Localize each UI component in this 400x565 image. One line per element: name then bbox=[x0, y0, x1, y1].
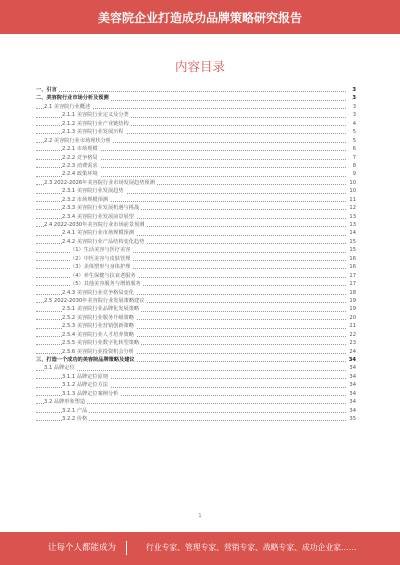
toc-entry-page: 34 bbox=[347, 381, 356, 389]
toc-entry-page: 11 bbox=[347, 196, 356, 204]
toc-entry-label: 2.4.2 美容院行业产品结构变化趋势 bbox=[62, 238, 145, 245]
toc-entry-label: 2.5.6 美容院行业投资机会分析 bbox=[62, 348, 134, 355]
toc-entry[interactable] bbox=[36, 111, 356, 119]
toc-entry[interactable] bbox=[36, 255, 356, 263]
toc-entry-label: 2.2.4 政策环境 bbox=[62, 171, 98, 178]
toc-entry-page: 15 bbox=[347, 238, 356, 246]
toc-entry[interactable] bbox=[36, 187, 356, 195]
toc-entry[interactable] bbox=[36, 103, 356, 111]
footer-divider bbox=[126, 541, 127, 555]
toc-entry-label: 2.3.3 美容院行业发展机遇与挑战 bbox=[62, 205, 140, 212]
toc-entry-page: 20 bbox=[347, 314, 356, 322]
toc-entry-page: 10 bbox=[347, 179, 356, 187]
toc-entry-page: 13 bbox=[347, 213, 356, 221]
toc-entry-page: 21 bbox=[347, 322, 356, 330]
toc-entry[interactable] bbox=[36, 94, 356, 102]
toc-entry[interactable] bbox=[36, 322, 356, 330]
toc-entry[interactable] bbox=[36, 145, 356, 153]
toc-entry-page: 16 bbox=[347, 255, 356, 263]
toc-entry-label: （2）中医美容与皮肤管理 bbox=[70, 255, 131, 262]
toc-entry-label: 2.1.1 美容院行业定义及分类 bbox=[62, 112, 129, 119]
toc-entry-page: 34 bbox=[347, 373, 356, 381]
toc-entry-page: 5 bbox=[347, 137, 356, 145]
toc-entry-page: 19 bbox=[347, 297, 356, 305]
toc-entry-page: 3 bbox=[347, 94, 356, 102]
toc-entry-page: 34 bbox=[347, 407, 356, 415]
footer-tagline: 行业专家、管理专家、营销专家、战略专家、成功企业家…… bbox=[146, 543, 357, 552]
toc-entry-label: 三、打造一个成功的美容院品牌策略及建议 bbox=[36, 357, 135, 363]
toc-entry[interactable] bbox=[36, 162, 356, 170]
toc-entry-page: 35 bbox=[347, 415, 356, 423]
toc-entry[interactable] bbox=[36, 331, 356, 339]
toc-entry[interactable] bbox=[36, 348, 356, 356]
toc-entry-label: 2.2 美容院行业市场现状分析 bbox=[44, 137, 111, 144]
toc-entry-label: 2.5.5 美容院行业数字化转型策略 bbox=[62, 340, 140, 347]
toc-entry[interactable] bbox=[36, 238, 356, 246]
toc-entry-page: 10 bbox=[347, 187, 356, 195]
toc-entry[interactable] bbox=[36, 128, 356, 136]
toc-entry-label: 2.3 2022-2026年美容院行业市场发展趋势预测 bbox=[44, 179, 155, 186]
toc-entry-label: 2.4.3 美容院行业竞争格局变化 bbox=[62, 289, 134, 296]
toc-entry-page: 3 bbox=[347, 111, 356, 119]
toc-entry[interactable] bbox=[36, 170, 356, 178]
toc-entry-label: 2.4.1 美容院行业市场规模预测 bbox=[62, 230, 134, 237]
toc-entry-page: 34 bbox=[347, 398, 356, 406]
toc-entry-label: （5）其他美容服务与增值服务 bbox=[70, 281, 141, 288]
footer-slogan: 让每个人都能成为 bbox=[48, 543, 117, 553]
toc-leader-dots bbox=[36, 91, 346, 92]
toc-entry[interactable] bbox=[36, 373, 356, 381]
toc-entry-page: 17 bbox=[347, 272, 356, 280]
toc-entry[interactable] bbox=[36, 390, 356, 398]
toc-entry-page: 19 bbox=[347, 305, 356, 313]
toc-entry-page: 8 bbox=[347, 162, 356, 170]
toc-entry[interactable] bbox=[36, 407, 356, 415]
toc-entry-label: 3.1.3 品牌定位案例分析 bbox=[62, 390, 119, 397]
toc-entry-page: 34 bbox=[348, 357, 356, 363]
toc-entry-label: 2.5.4 美容院行业人才培养策略 bbox=[62, 331, 134, 338]
toc-entry[interactable] bbox=[36, 86, 356, 94]
toc-entry-page: 22 bbox=[347, 331, 356, 339]
toc-entry-page: 23 bbox=[347, 339, 356, 347]
toc-entry-page: 5 bbox=[347, 128, 356, 136]
toc-entry[interactable] bbox=[36, 120, 356, 128]
toc-entry-label: 2.4 2022-2030年美容院行业市场前景预测 bbox=[44, 222, 145, 228]
toc-entry-label: 2.5.2 美容院行业服务升级策略 bbox=[62, 314, 134, 321]
toc-entry-page: 14 bbox=[347, 229, 356, 237]
toc-entry-label: 二、美容院行业市场分析及预测 bbox=[36, 95, 109, 102]
toc-entry[interactable] bbox=[36, 339, 356, 347]
toc-entry-label: 2.3.4 美容院行业发展前景展望 bbox=[62, 213, 134, 220]
toc-entry[interactable] bbox=[36, 213, 356, 221]
toc-entry-page: 9 bbox=[347, 170, 356, 178]
toc-entry[interactable] bbox=[36, 289, 356, 297]
toc-entry[interactable] bbox=[36, 364, 356, 372]
toc-entry-page: 12 bbox=[347, 204, 356, 212]
toc-entry[interactable] bbox=[36, 154, 356, 162]
toc-entry-page: 7 bbox=[347, 154, 356, 162]
toc-entry[interactable] bbox=[36, 179, 356, 187]
toc-entry-label: 2.1.3 美容院行业发展历程 bbox=[62, 129, 124, 136]
report-title: 美容院企业打造成功品牌策略研究报告 bbox=[97, 11, 302, 25]
toc-entry[interactable] bbox=[36, 229, 356, 237]
toc-entry-page: 17 bbox=[347, 280, 356, 288]
toc-title: 内容目录 bbox=[174, 59, 225, 74]
toc-entry-label: 2.5.3 美容院行业营销创新策略 bbox=[62, 323, 134, 330]
toc-entry-label: 2.2.1 市场规模 bbox=[62, 146, 98, 153]
toc-entry-label: 3.1 品牌定位 bbox=[44, 365, 75, 372]
toc-entry[interactable] bbox=[36, 221, 356, 229]
toc-entry-page: 34 bbox=[347, 364, 356, 372]
toc-entry[interactable] bbox=[36, 415, 356, 423]
toc-entry[interactable] bbox=[36, 305, 356, 313]
toc-entry-label: 2.1.2 美容院行业产业链结构 bbox=[62, 120, 129, 127]
toc-entry[interactable] bbox=[36, 381, 356, 389]
toc-entry-label: 2.2.3 消费需求 bbox=[62, 162, 98, 169]
toc-entry-page: 18 bbox=[347, 289, 356, 297]
header-bar bbox=[0, 0, 400, 34]
toc-entry[interactable] bbox=[36, 272, 356, 280]
toc-entry-label: （3）美体塑形与身体护理 bbox=[70, 264, 131, 271]
toc-entry-label: （4）养生保健与抗衰老服务 bbox=[70, 272, 136, 279]
toc-entry[interactable] bbox=[36, 246, 356, 254]
toc-entry-label: 2.3.2 市场规模预测 bbox=[62, 196, 108, 203]
toc-entry[interactable] bbox=[36, 314, 356, 322]
toc-entry[interactable] bbox=[36, 280, 356, 288]
page-number: 1 bbox=[198, 513, 202, 519]
footer-bar bbox=[0, 532, 400, 565]
toc-entry-label: 2.1 美容院行业概述 bbox=[44, 103, 91, 110]
table-of-contents bbox=[36, 86, 356, 424]
toc-entry[interactable] bbox=[36, 398, 356, 406]
toc-entry-label: 2.3.1 美容院行业发展趋势 bbox=[62, 188, 124, 195]
toc-entry-label: 2.5 2022-2030年美容院行业发展策略建议 bbox=[44, 297, 145, 304]
toc-entry[interactable] bbox=[36, 137, 356, 145]
toc-entry-page: 6 bbox=[347, 145, 356, 153]
toc-entry[interactable] bbox=[36, 297, 356, 305]
toc-entry-page: 24 bbox=[347, 348, 356, 356]
toc-entry-label: 3.2.1 产品 bbox=[62, 407, 88, 414]
toc-entry-page: 3 bbox=[347, 103, 356, 111]
toc-entry-label: 2.2.2 竞争格局 bbox=[62, 154, 98, 161]
toc-entry[interactable] bbox=[36, 196, 356, 204]
toc-entry[interactable] bbox=[36, 204, 356, 212]
toc-entry-page: 13 bbox=[347, 221, 356, 229]
toc-entry-label: （1）生活美容与医疗美容 bbox=[70, 247, 131, 254]
toc-entry-page: 34 bbox=[347, 390, 356, 398]
toc-entry-label: 2.5.1 美容院行业品牌化发展策略 bbox=[62, 306, 140, 313]
toc-entry[interactable] bbox=[36, 356, 356, 364]
toc-entry-label: 3.2 品牌形象塑造 bbox=[44, 399, 86, 406]
toc-entry-label: 一、引言 bbox=[36, 87, 57, 93]
toc-entry-label: 3.2.2 价格 bbox=[62, 416, 88, 423]
toc-leader-dots bbox=[36, 370, 346, 371]
toc-entry-page: 3 bbox=[347, 86, 356, 94]
toc-entry-page: 16 bbox=[347, 263, 356, 271]
toc-entry-page: 4 bbox=[347, 120, 356, 128]
toc-entry-page: 15 bbox=[347, 246, 356, 254]
toc-entry[interactable] bbox=[36, 263, 356, 271]
toc-entry-label: 3.1.2 品牌定位方法 bbox=[62, 382, 108, 389]
toc-entry-label: 3.1.1 品牌定位原则 bbox=[62, 373, 108, 380]
